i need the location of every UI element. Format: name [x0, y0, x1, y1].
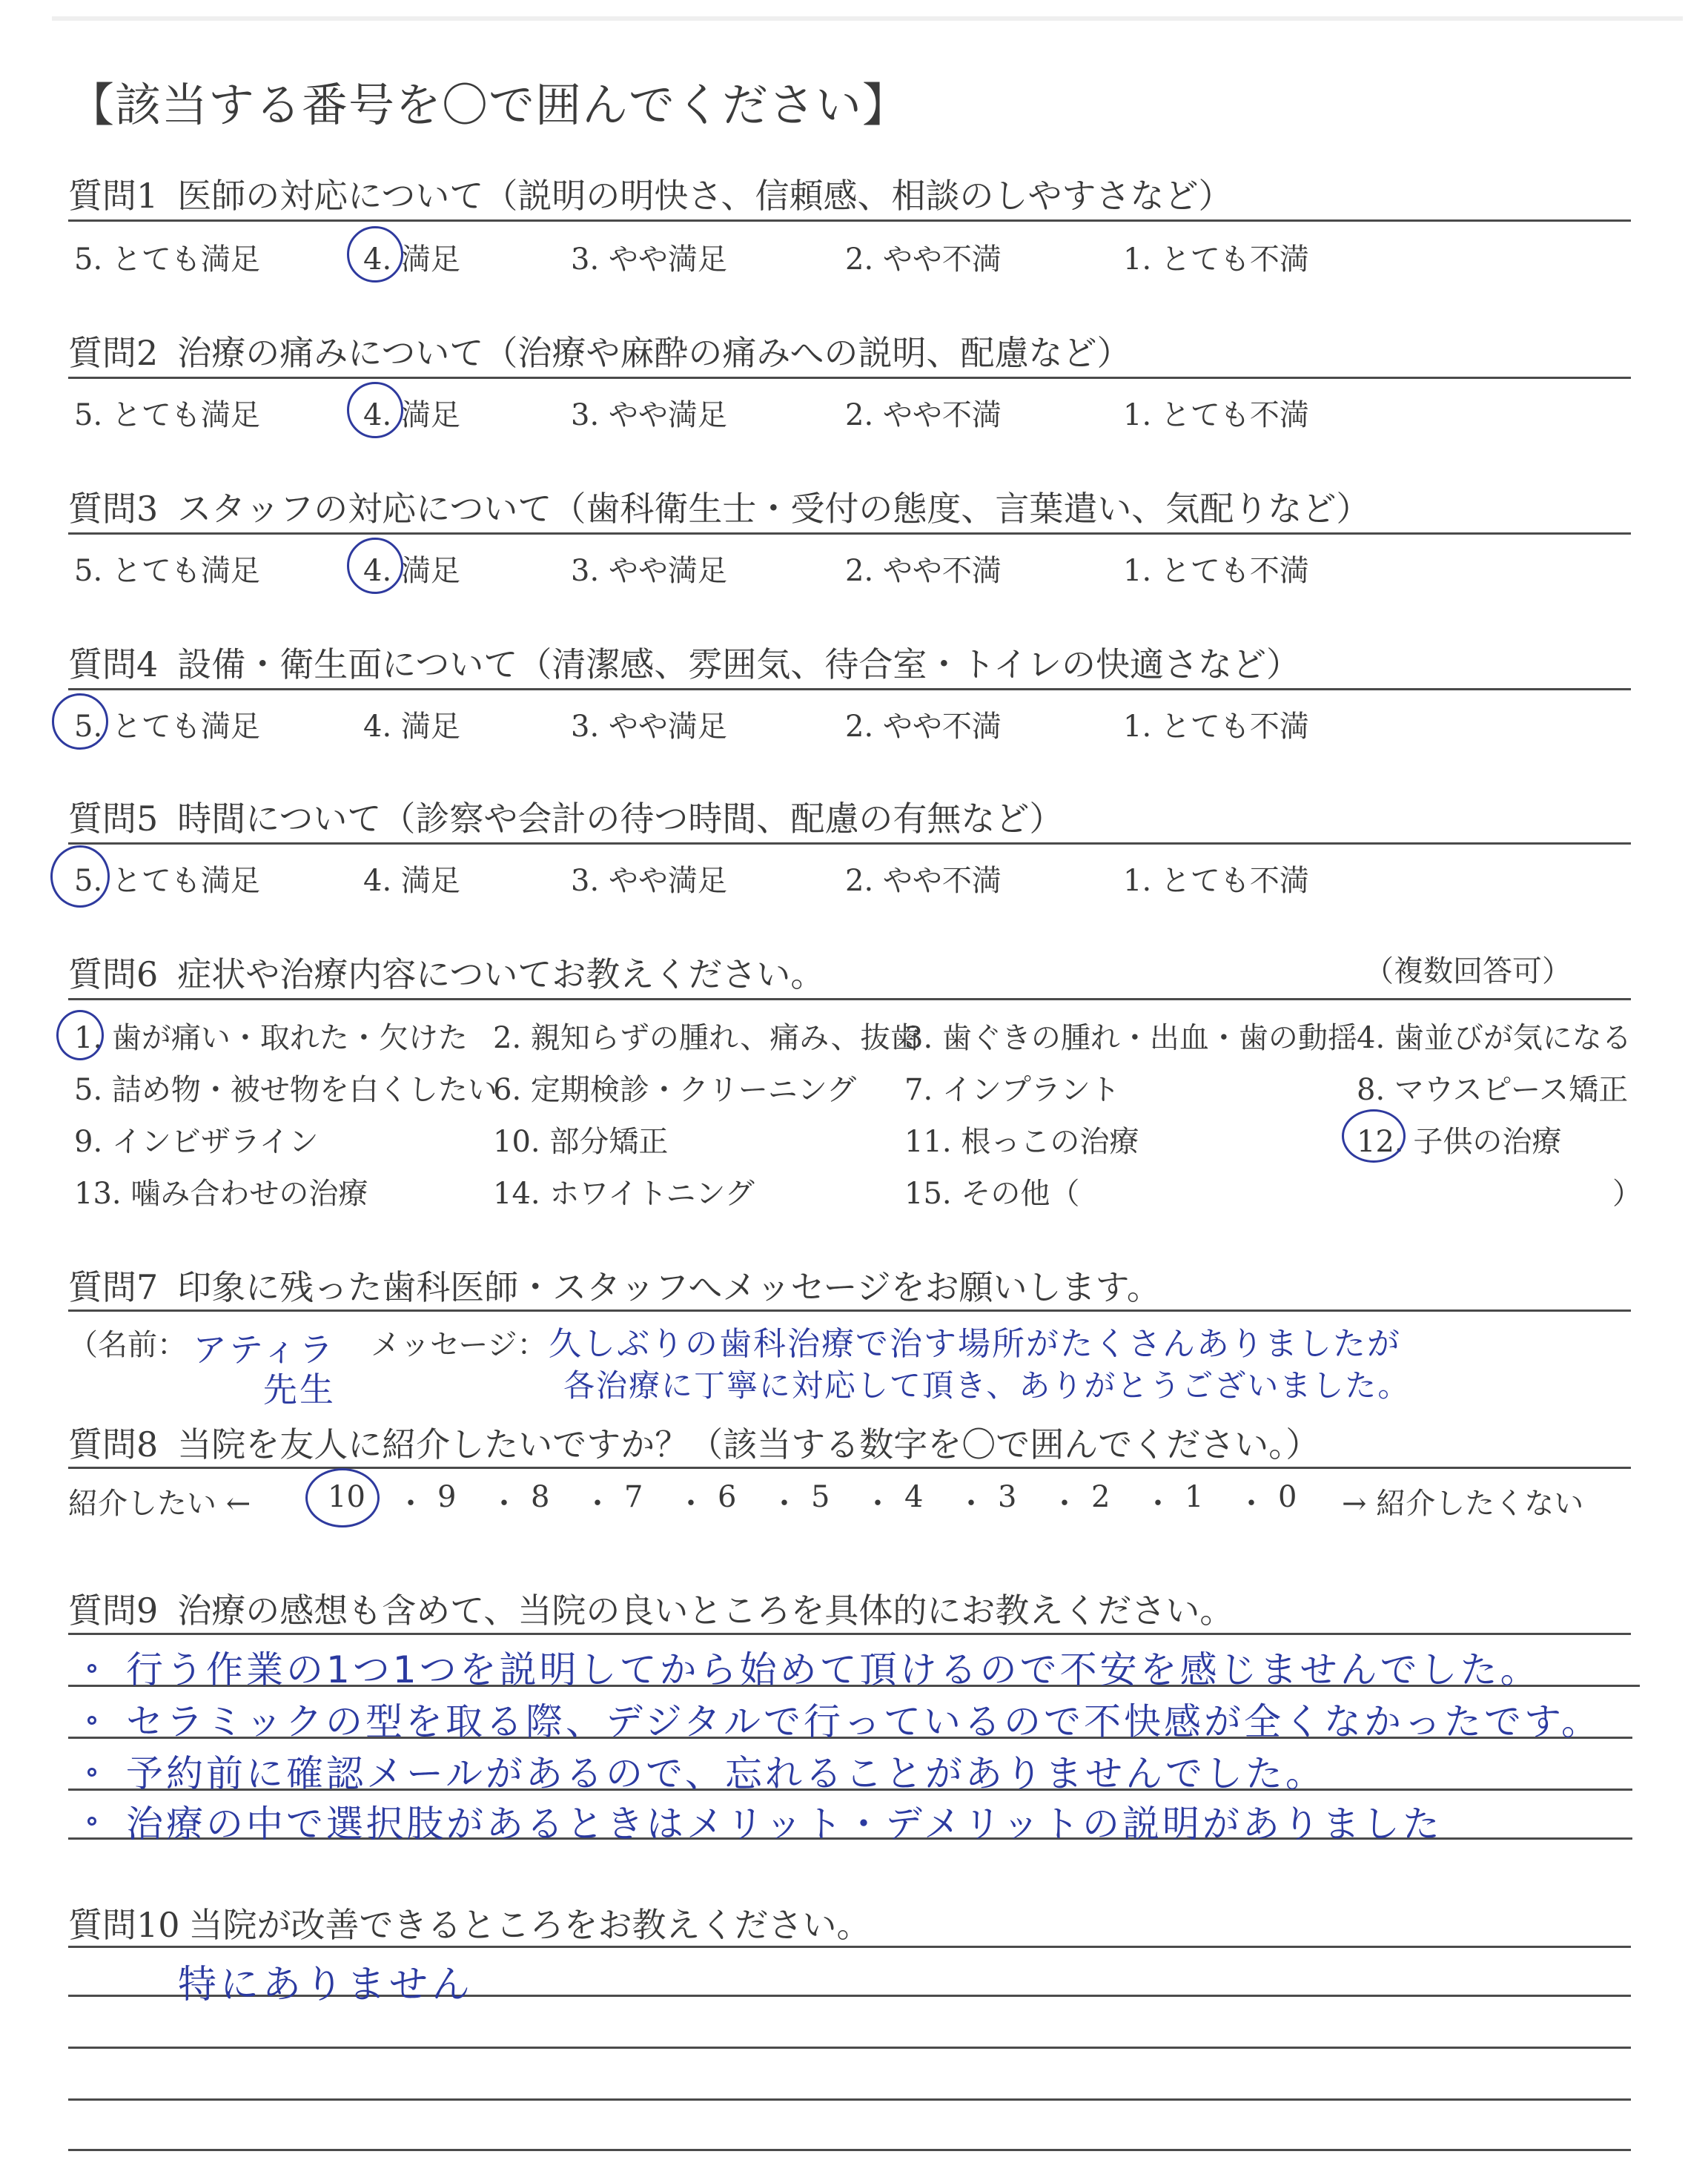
q3-option-5[interactable]: 5. とても満足 [74, 554, 260, 588]
q2-option-2[interactable]: 2. やや不満 [845, 398, 1002, 432]
scale-separator: ・ [489, 1487, 519, 1521]
message-label: メッセージ： [371, 1328, 547, 1362]
q2-option-3[interactable]: 3. やや満足 [571, 398, 727, 432]
question-number: 質問2 [68, 333, 159, 373]
improvement-answer: 特にありません [178, 1963, 474, 2007]
symptom-option-6[interactable]: 6. 定期検診・クリーニング [493, 1073, 857, 1107]
symptom-option-13[interactable]: 13. 噛み合わせの治療 [74, 1177, 368, 1211]
symptom-option-15[interactable]: 15. その他（ [904, 1177, 1080, 1211]
name-label: （名前： [68, 1328, 187, 1362]
question-9-heading [68, 1584, 1640, 1633]
question-text: スタッフの対応について（歯科衛生士・受付の態度、言葉遣い、気配りなど） [177, 489, 1371, 529]
question-4-heading [68, 638, 1640, 687]
symptom-option-5[interactable]: 5. 詰め物・被せ物を白くしたい [74, 1073, 497, 1107]
question-number: 質問5 [68, 799, 159, 839]
q5-option-4[interactable]: 4. 満足 [363, 864, 460, 898]
question-number: 質問3 [68, 489, 159, 529]
recommend-left-label: 紹介したい ← [68, 1487, 251, 1521]
answer-bullet [87, 1664, 96, 1673]
question-1-heading [68, 169, 1640, 218]
scale-separator: ・ [863, 1487, 893, 1521]
symptom-option-8[interactable]: 8. マウスピース矯正 [1357, 1073, 1629, 1107]
question-text: 症状や治療内容についてお教えください。 [177, 954, 825, 994]
scale-separator: ・ [956, 1487, 986, 1521]
question-7-rule [68, 1309, 1631, 1312]
scale-separator: ・ [1050, 1487, 1079, 1521]
scale-1[interactable]: 1 [1185, 1480, 1204, 1514]
answer-line [68, 1946, 1631, 1948]
scale-2[interactable]: 2 [1091, 1480, 1110, 1514]
scale-separator: ・ [676, 1487, 706, 1521]
question-2-rule [68, 377, 1631, 379]
symptom-option-1[interactable]: 1. 歯が痛い・取れた・欠けた [74, 1021, 468, 1055]
symptom-option-12[interactable]: 12. 子供の治療 [1357, 1125, 1562, 1159]
q4-option-5[interactable]: 5. とても満足 [74, 710, 260, 744]
symptom-option-4[interactable]: 4. 歯並びが気になる [1357, 1021, 1632, 1055]
q3-selection-circle [347, 538, 403, 594]
q1-option-1[interactable]: 1. とても不満 [1123, 242, 1309, 277]
answer-bullet [87, 1716, 96, 1725]
q1-option-3[interactable]: 3. やや満足 [571, 242, 727, 277]
good-point-2: セラミックの型を取る際、デジタルで行っているので不快感が全くなかったです。 [126, 1700, 1601, 1743]
question-number: 質問6 [68, 954, 159, 994]
scale-8[interactable]: 8 [531, 1480, 550, 1514]
question-text: 時間について（診察や会計の待つ時間、配慮の有無など） [177, 799, 1064, 839]
question-6-rule [68, 998, 1631, 1000]
handwritten-staff-name: アティラ [193, 1330, 336, 1370]
symptom-option-10[interactable]: 10. 部分矯正 [493, 1125, 669, 1159]
sheet-title: 【該当する番号を〇で囲んでください】 [68, 78, 910, 132]
scale-separator: ・ [583, 1487, 612, 1521]
answer-line [68, 2149, 1631, 2151]
q4-option-1[interactable]: 1. とても不満 [1123, 710, 1309, 744]
q2-option-4[interactable]: 4. 満足 [363, 398, 460, 432]
q5-selection-circle [50, 845, 110, 908]
answer-bullet [87, 1817, 96, 1826]
symptom-option-14[interactable]: 14. ホワイトニング [493, 1177, 755, 1211]
question-number: 質問9 [68, 1591, 159, 1631]
scale-4[interactable]: 4 [904, 1480, 924, 1514]
symptom-option-2[interactable]: 2. 親知らずの腫れ、痛み、抜歯 [493, 1021, 920, 1055]
question-number: 質問4 [68, 644, 159, 684]
question-text: 治療の痛みについて（治療や麻酔の痛みへの説明、配慮など） [177, 333, 1131, 373]
question-text: 治療の感想も含めて、当院の良いところを具体的にお教えください。 [177, 1591, 1234, 1631]
other-close-paren: ） [1612, 1177, 1642, 1211]
handwritten-message-line-1: 久しぶりの歯科治療で治す場所がたくさんありましたが [549, 1325, 1401, 1363]
question-7-heading [68, 1261, 1640, 1309]
good-point-3: 予約前に確認メールがあるので、忘れることがありませんでした。 [126, 1752, 1325, 1795]
page-top-edge [52, 16, 1683, 21]
q4-option-4[interactable]: 4. 満足 [363, 710, 460, 744]
answer-bullet [87, 1768, 96, 1777]
question-5-heading [68, 792, 1640, 841]
question-8-heading [68, 1418, 1640, 1467]
recommend-selection-circle [305, 1468, 380, 1527]
q2-option-5[interactable]: 5. とても満足 [74, 398, 260, 432]
symptom-option-11[interactable]: 11. 根っこの治療 [904, 1125, 1139, 1159]
scale-separator: ・ [396, 1487, 426, 1521]
question-3-heading [68, 482, 1640, 531]
question-number: 質問8 [68, 1424, 159, 1464]
question-10-heading [68, 1898, 1640, 1947]
q1-option-2[interactable]: 2. やや不満 [845, 242, 1002, 277]
question-text: 印象に残った歯科医師・スタッフへメッセージをお願いします。 [177, 1267, 1161, 1307]
scale-3[interactable]: 3 [998, 1480, 1017, 1514]
question-number: 質問7 [68, 1267, 159, 1307]
question-text: 医師の対応について（説明の明快さ、信頼感、相談のしやすさなど） [177, 176, 1233, 216]
recommend-right-label: → 紹介したくない [1342, 1487, 1584, 1521]
good-point-4: 治療の中で選択肢があるときはメリット・デメリットの説明がありました [126, 1803, 1443, 1846]
question-text: 当院が改善できるところをお教えください。 [188, 1905, 871, 1945]
symptom-1-selection-circle [56, 1010, 104, 1060]
scale-separator: ・ [1143, 1487, 1173, 1521]
q2-selection-circle [347, 382, 403, 438]
symptom-option-9[interactable]: 9. インビザライン [74, 1125, 319, 1159]
q1-option-4[interactable]: 4. 満足 [363, 242, 460, 277]
handwritten-message-line-2: 各治療に丁寧に対応して頂き、ありがとうございました。 [563, 1367, 1411, 1404]
q3-option-3[interactable]: 3. やや満足 [571, 554, 727, 588]
q5-option-1[interactable]: 1. とても不満 [1123, 864, 1309, 898]
symptom-12-selection-circle [1342, 1109, 1406, 1163]
good-point-1: 行う作業の1つ1つを説明してから始めて頂けるので不安を感じませんでした。 [126, 1648, 1540, 1691]
q3-option-1[interactable]: 1. とても不満 [1123, 554, 1309, 588]
q3-option-2[interactable]: 2. やや不満 [845, 554, 1002, 588]
q2-option-1[interactable]: 1. とても不満 [1123, 398, 1309, 432]
question-text: 設備・衛生面について（清潔感、雰囲気、待合室・トイレの快適さなど） [177, 644, 1301, 684]
q3-option-4[interactable]: 4. 満足 [363, 554, 460, 588]
question-2-heading [68, 326, 1640, 375]
q1-option-5[interactable]: 5. とても満足 [74, 242, 260, 277]
question-8-rule [68, 1467, 1631, 1469]
symptom-option-7[interactable]: 7. インプラント [904, 1073, 1120, 1107]
q5-option-5[interactable]: 5. とても満足 [74, 864, 260, 898]
q4-selection-circle [52, 693, 108, 750]
multiple-answer-note: （複数回答可） [1364, 954, 1572, 988]
scale-6[interactable]: 6 [718, 1480, 737, 1514]
question-5-rule [68, 842, 1631, 845]
answer-line [68, 2047, 1631, 2049]
handwritten-staff-title: 先生 [263, 1370, 336, 1410]
scale-separator: ・ [1237, 1487, 1266, 1521]
q5-option-2[interactable]: 2. やや不満 [845, 864, 1002, 898]
scale-separator: ・ [769, 1487, 799, 1521]
scale-9[interactable]: 9 [437, 1480, 457, 1514]
question-3-rule [68, 532, 1631, 535]
scale-0[interactable]: 0 [1278, 1480, 1297, 1514]
symptom-option-3[interactable]: 3. 歯ぐきの腫れ・出血・歯の動揺 [904, 1021, 1357, 1055]
question-1-rule [68, 219, 1631, 222]
q5-option-3[interactable]: 3. やや満足 [571, 864, 727, 898]
question-number: 質問1 [68, 176, 159, 216]
q4-option-3[interactable]: 3. やや満足 [571, 710, 727, 744]
q1-selection-circle [347, 226, 403, 283]
question-4-rule [68, 688, 1631, 690]
question-text: 当院を友人に紹介したいですか？（該当する数字を〇で囲んでください。） [177, 1424, 1320, 1464]
scale-7[interactable]: 7 [624, 1480, 643, 1514]
answer-line [68, 1633, 1631, 1635]
question-number: 質問10 [68, 1905, 180, 1945]
q4-option-2[interactable]: 2. やや不満 [845, 710, 1002, 744]
scale-5[interactable]: 5 [811, 1480, 830, 1514]
answer-line [68, 2098, 1631, 2101]
scale-10[interactable]: 10 [328, 1480, 365, 1514]
